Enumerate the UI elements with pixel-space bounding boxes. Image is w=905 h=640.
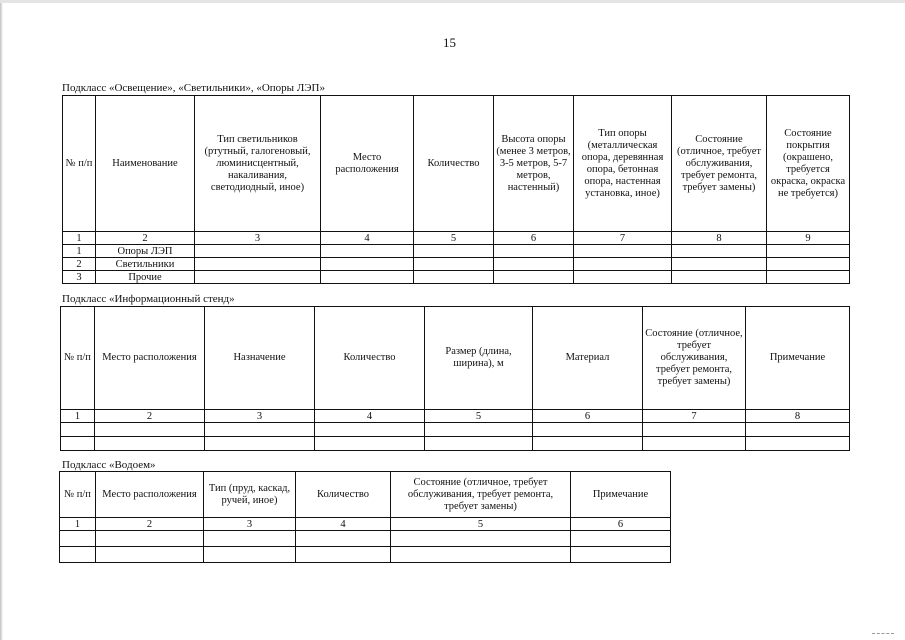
row-name: Прочие [96, 271, 195, 284]
column-number: 3 [195, 232, 321, 245]
table-cell [321, 271, 414, 284]
table-cell [61, 437, 95, 451]
table-cell [767, 271, 850, 284]
table-cell [414, 245, 494, 258]
column-number: 1 [61, 410, 95, 423]
column-number: 4 [315, 410, 425, 423]
table-cell [205, 423, 315, 437]
table-cell [746, 437, 850, 451]
column-number: 6 [533, 410, 643, 423]
table-row [60, 547, 671, 563]
table-cell [672, 245, 767, 258]
column-number: 2 [96, 232, 195, 245]
header-cell: Состояние покрытия (окрашено, требуется окраска, окраска не требуется) [767, 96, 850, 232]
table-cell [195, 245, 321, 258]
column-number: 6 [571, 518, 671, 531]
table-cell [746, 423, 850, 437]
table-cell [533, 423, 643, 437]
stand-table [60, 306, 850, 451]
table-cell [643, 423, 746, 437]
column-number: 4 [296, 518, 391, 531]
stand-caption: Подкласс «Информационный стенд» [62, 293, 235, 305]
table-row [61, 423, 850, 437]
header-cell: Состояние (отличное, требует обслуживания, требует ремонта, требует замены) [643, 307, 746, 410]
pond-header-row [60, 472, 671, 518]
table-cell [425, 423, 533, 437]
table-cell [391, 547, 571, 563]
scan-edge-top [0, 0, 905, 3]
table-cell [296, 547, 391, 563]
table-cell [195, 258, 321, 271]
scan-edge [0, 0, 3, 640]
column-number: 6 [494, 232, 574, 245]
table-cell [494, 245, 574, 258]
column-number: 7 [643, 410, 746, 423]
table-cell [425, 437, 533, 451]
row-name: Светильники [96, 258, 195, 271]
table-cell [205, 437, 315, 451]
table-cell [391, 531, 571, 547]
column-number: 5 [391, 518, 571, 531]
header-cell: Количество [414, 96, 494, 232]
header-cell: Место расположения [95, 307, 205, 410]
table-cell [574, 245, 672, 258]
table-cell [767, 245, 850, 258]
table-cell [204, 531, 296, 547]
header-cell: № п/п [60, 472, 96, 518]
table-cell [672, 271, 767, 284]
table-cell [494, 258, 574, 271]
column-number: 8 [672, 232, 767, 245]
table-cell [643, 437, 746, 451]
header-cell: Место расположения [96, 472, 204, 518]
header-cell: Состояние (отличное, требует обслуживания, требует ремонта, требует замены) [672, 96, 767, 232]
column-number: 7 [574, 232, 672, 245]
table-cell [321, 258, 414, 271]
pond-table [59, 471, 671, 563]
row-number: 3 [63, 271, 96, 284]
header-cell: № п/п [61, 307, 95, 410]
scan-artifact [872, 633, 894, 635]
table-cell [321, 245, 414, 258]
table-cell [574, 258, 672, 271]
column-number-row [60, 518, 671, 531]
header-cell: Тип опоры (металлическая опора, деревянная опора, бетонная опора, настенная установка, иное) [574, 96, 672, 232]
table-cell [96, 547, 204, 563]
table-cell [315, 423, 425, 437]
column-number: 1 [63, 232, 96, 245]
header-cell: Высота опоры (менее 3 метров, 3-5 метров, 5-7 метров, настенный) [494, 96, 574, 232]
header-cell: Размер (длина, ширина), м [425, 307, 533, 410]
column-number: 5 [414, 232, 494, 245]
table-cell [61, 423, 95, 437]
stand-header-row [61, 307, 850, 410]
row-name: Опоры ЛЭП [96, 245, 195, 258]
column-number: 2 [95, 410, 205, 423]
table-cell [60, 531, 96, 547]
table-cell [204, 547, 296, 563]
row-number: 2 [63, 258, 96, 271]
column-number: 3 [205, 410, 315, 423]
table-cell [571, 547, 671, 563]
column-number: 5 [425, 410, 533, 423]
table-row [61, 437, 850, 451]
header-cell: Материал [533, 307, 643, 410]
table-cell [533, 437, 643, 451]
table-cell [767, 258, 850, 271]
column-number: 3 [204, 518, 296, 531]
table-cell [494, 271, 574, 284]
header-cell: № п/п [63, 96, 96, 232]
header-cell: Тип (пруд, каскад, ручей, иное) [204, 472, 296, 518]
table-cell [95, 437, 205, 451]
header-cell: Примечание [571, 472, 671, 518]
table-cell [96, 531, 204, 547]
column-number-row [63, 232, 850, 245]
column-number: 1 [60, 518, 96, 531]
column-number: 2 [96, 518, 204, 531]
pond-caption: Подкласс «Водоем» [62, 459, 156, 471]
table-row [60, 531, 671, 547]
header-cell: Назначение [205, 307, 315, 410]
table-cell [296, 531, 391, 547]
column-number-row [61, 410, 850, 423]
table-cell [414, 258, 494, 271]
table-row [63, 271, 850, 284]
table-cell [571, 531, 671, 547]
header-cell: Тип светильников (ртутный, галогеновый, люминисцентный, накаливания, светодиодный, иное) [195, 96, 321, 232]
table-cell [60, 547, 96, 563]
lighting-caption: Подкласс «Освещение», «Светильники», «Опоры ЛЭП» [62, 82, 325, 94]
lighting-header-row [63, 96, 850, 232]
table-row [63, 258, 850, 271]
lighting-table [62, 95, 850, 284]
header-cell: Место расположения [321, 96, 414, 232]
header-cell: Примечание [746, 307, 850, 410]
column-number: 4 [321, 232, 414, 245]
table-cell [315, 437, 425, 451]
table-cell [414, 271, 494, 284]
table-cell [95, 423, 205, 437]
header-cell: Состояние (отличное, требует обслуживания, требует ремонта, требует замены) [391, 472, 571, 518]
page-number: 15 [443, 35, 456, 50]
header-cell: Количество [315, 307, 425, 410]
table-cell [195, 271, 321, 284]
row-number: 1 [63, 245, 96, 258]
table-cell [672, 258, 767, 271]
column-number: 9 [767, 232, 850, 245]
table-cell [574, 271, 672, 284]
table-row [63, 245, 850, 258]
column-number: 8 [746, 410, 850, 423]
header-cell: Наименование [96, 96, 195, 232]
header-cell: Количество [296, 472, 391, 518]
